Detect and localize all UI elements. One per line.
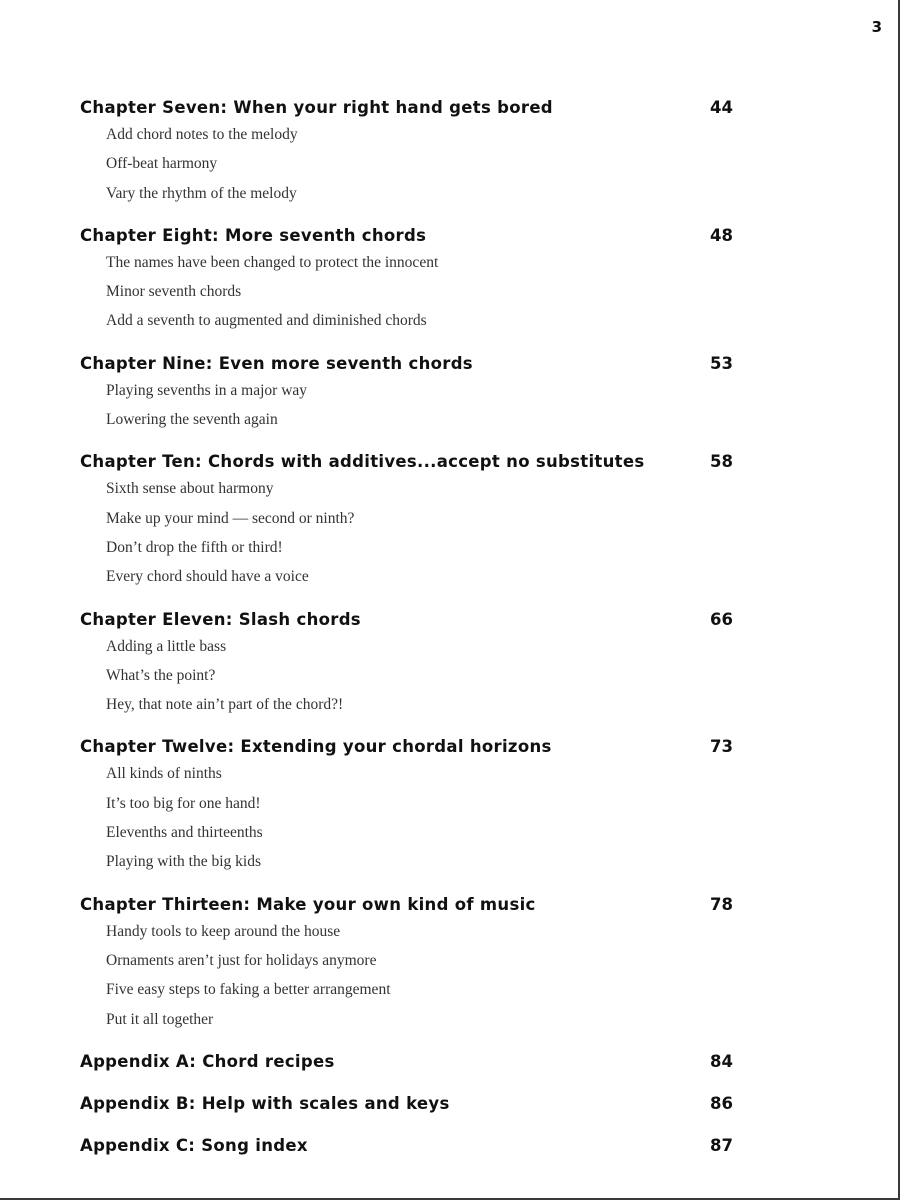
- page-number: 3: [871, 18, 882, 36]
- chapter-page-number: 58: [710, 452, 733, 472]
- section-item: Handy tools to keep around the house: [106, 922, 341, 940]
- section-item: Playing with the big kids: [106, 853, 261, 871]
- toc-appendix-c: [80, 1136, 740, 1162]
- appendix-heading: [80, 1052, 740, 1078]
- section-item: Add chord notes to the melody: [106, 126, 298, 143]
- table-of-contents: [80, 98, 740, 1162]
- toc-appendix-a: [80, 1052, 740, 1078]
- toc-chapter-twelve: [80, 737, 740, 880]
- section-item: Minor seventh chords: [106, 283, 242, 301]
- section-item: Put it all together: [106, 1010, 214, 1028]
- appendix-page-number: 84: [710, 1051, 733, 1071]
- section-item: Lowering the seventh again: [106, 411, 278, 429]
- appendix-heading: [80, 1094, 740, 1120]
- chapter-page-number: 73: [710, 737, 733, 757]
- appendix-page-number: 87: [710, 1135, 733, 1155]
- chapter-heading: [80, 610, 740, 636]
- section-item: Every chord should have a voice: [106, 568, 309, 586]
- toc-chapter-eight: [80, 226, 740, 340]
- section-item: Five easy steps to faking a better arrangement: [106, 981, 391, 999]
- section-item: Add a seventh to augmented and diminished chords: [106, 312, 427, 330]
- toc-chapter-seven: [80, 98, 740, 212]
- section-item: All kinds of ninths: [106, 765, 222, 783]
- toc-chapter-eleven: [80, 610, 740, 724]
- section-item: Elevenths and thirteenths: [106, 824, 263, 842]
- section-item: Make up your mind — second or ninth?: [106, 509, 355, 527]
- section-list: [80, 124, 740, 212]
- section-item: Off-beat harmony: [106, 155, 218, 173]
- section-item: Sixth sense about harmony: [106, 480, 274, 498]
- chapter-page-number: 53: [710, 353, 733, 373]
- chapter-title: Chapter Nine: Even more seventh chords: [80, 353, 473, 373]
- appendix-heading: [80, 1136, 740, 1162]
- appendix-page-number: 86: [710, 1093, 733, 1113]
- chapter-page-number: 78: [710, 894, 733, 914]
- section-item: It’s too big for one hand!: [106, 794, 261, 812]
- chapter-title: Chapter Thirteen: Make your own kind of music: [80, 894, 536, 914]
- chapter-title: Chapter Ten: Chords with additives...accept no substitutes: [80, 452, 645, 472]
- section-list: [80, 380, 740, 439]
- section-item: What’s the point?: [106, 666, 216, 684]
- chapter-heading: [80, 226, 740, 252]
- appendix-title: Appendix A: Chord recipes: [80, 1051, 335, 1071]
- chapter-heading: [80, 98, 740, 124]
- chapter-heading: [80, 354, 740, 380]
- chapter-title: Chapter Twelve: Extending your chordal horizons: [80, 737, 552, 757]
- chapter-page-number: 48: [710, 225, 733, 245]
- toc-chapter-ten: [80, 452, 740, 595]
- chapter-title: Chapter Eight: More seventh chords: [80, 225, 427, 245]
- section-item: Hey, that note ain’t part of the chord?!: [106, 696, 344, 714]
- chapter-heading: [80, 452, 740, 478]
- section-item: Don’t drop the fifth or third!: [106, 538, 283, 556]
- toc-appendix-b: [80, 1094, 740, 1120]
- section-list: [80, 478, 740, 595]
- chapter-page-number: 44: [710, 98, 733, 117]
- section-list: [80, 921, 740, 1038]
- chapter-heading: [80, 895, 740, 921]
- appendix-title: Appendix C: Song index: [80, 1135, 308, 1155]
- section-item: The names have been changed to protect the innocent: [106, 253, 439, 271]
- chapter-title: Chapter Eleven: Slash chords: [80, 609, 361, 629]
- chapter-page-number: 66: [710, 609, 733, 629]
- appendix-title: Appendix B: Help with scales and keys: [80, 1093, 450, 1113]
- section-item: Adding a little bass: [106, 637, 227, 655]
- chapter-heading: [80, 737, 740, 763]
- chapter-title: Chapter Seven: When your right hand gets bored: [80, 98, 553, 117]
- section-list: [80, 252, 740, 340]
- toc-chapter-thirteen: [80, 895, 740, 1038]
- section-item: Ornaments aren’t just for holidays anymore: [106, 951, 377, 969]
- section-list: [80, 763, 740, 880]
- section-item: Playing sevenths in a major way: [106, 381, 308, 399]
- toc-chapter-nine: [80, 354, 740, 439]
- section-item: Vary the rhythm of the melody: [106, 184, 297, 202]
- section-list: [80, 636, 740, 724]
